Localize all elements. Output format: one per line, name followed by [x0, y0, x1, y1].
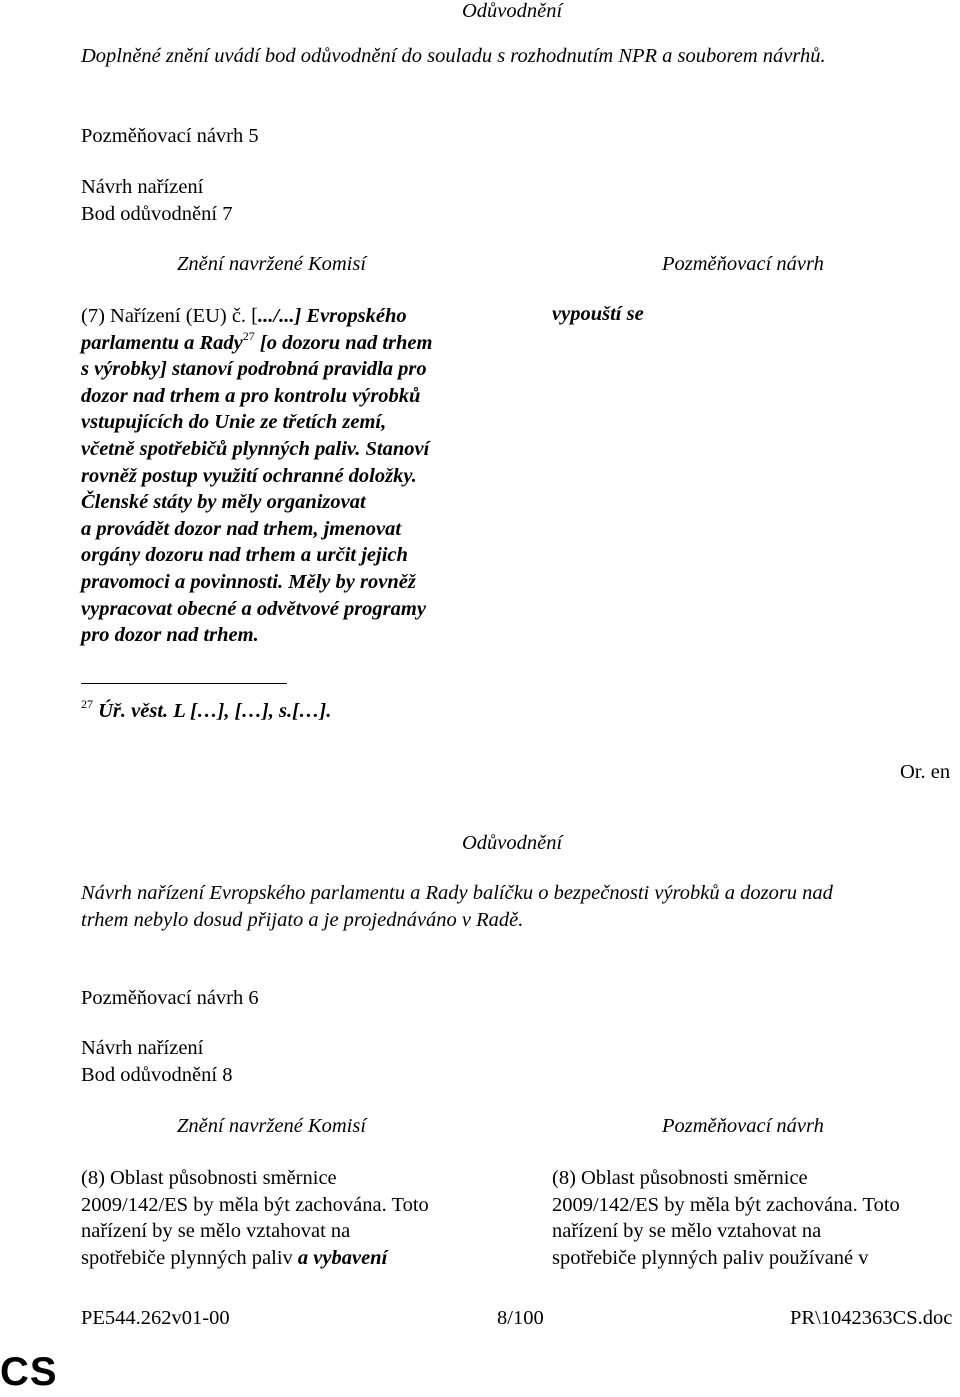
footer-file-name: PR\1042363CS.doc: [790, 1307, 953, 1329]
text-line: (7) Nařízení (EU) č. [.../...] Evropského: [81, 305, 407, 327]
footnote-reference: 27: [242, 328, 255, 343]
footnote-text: Úř. věst. L […], […], s.[…].: [98, 700, 332, 722]
footnote-number: 27: [81, 697, 93, 711]
footnote: [81, 697, 332, 723]
commission-text-column: [81, 1165, 429, 1271]
amended-act: Návrh nařízení: [81, 1037, 204, 1059]
text-line: spotřebiče plynných paliv používané v: [552, 1246, 869, 1269]
footnote-separator: [81, 683, 287, 684]
original-language: Or. en: [900, 761, 951, 783]
justification-text-line: Návrh nařízení Evropského parlamentu a Rady balíčku o bezpečnosti výrobků a dozoru nad: [81, 882, 833, 904]
text-line: dozor nad trhem a pro kontrolu výrobků: [81, 384, 421, 407]
column-header-commission: Znění navržené Komisí: [177, 1115, 367, 1137]
column-header-amendment: Pozměňovací návrh: [662, 1115, 824, 1137]
text-line: rovněž postup využití ochranné doložky.: [81, 464, 417, 487]
amendment-title: Pozměňovací návrh 6: [81, 987, 259, 1009]
justification-text: Doplněné znění uvádí bod odůvodnění do souladu s rozhodnutím NPR a souborem návrhů.: [81, 45, 826, 67]
text-line: pravomoci a povinnosti. Měly by rovněž: [81, 570, 416, 593]
commission-text-column: [81, 303, 432, 649]
amendment-text-deleted: vypouští se: [552, 303, 644, 325]
text-line: Členské státy by měly organizovat: [81, 491, 366, 514]
text-line: pro dozor nad trhem.: [81, 624, 259, 647]
column-header-amendment: Pozměňovací návrh: [662, 253, 824, 275]
footer-doc-ref: PE544.262v01-00: [81, 1307, 230, 1329]
text-line: (8) Oblast působnosti směrnice: [552, 1167, 808, 1189]
text-line: vypracovat obecné a odvětvové programy: [81, 597, 426, 620]
text-line: parlamentu a Rady$^{27}$ [o dozoru nad trhem: [81, 328, 433, 354]
justification-heading: Odůvodnění: [462, 0, 563, 22]
text-line: včetně spotřebičů plynných paliv. Stanoví: [81, 437, 430, 460]
column-header-commission: Znění navržené Komisí: [177, 253, 367, 275]
text-line: spotřebiče plynných paliv a vybavení: [81, 1246, 388, 1269]
text-line: vstupujících do Unie ze třetích zemí,: [81, 411, 387, 434]
amended-act: Návrh nařízení: [81, 176, 204, 198]
recital-number: Bod odůvodnění 8: [81, 1064, 233, 1086]
language-code: CS: [0, 1350, 58, 1394]
text-line: 2009/142/ES by měla být zachována. Toto: [81, 1193, 429, 1216]
amendment-title: Pozměňovací návrh 5: [81, 125, 259, 147]
text-line: nařízení by se mělo vztahovat na: [81, 1220, 351, 1243]
text-line: orgány dozoru nad trhem a určit jejich: [81, 544, 408, 567]
justification-heading: Odůvodnění: [462, 832, 563, 854]
text-line: (8) Oblast působnosti směrnice: [81, 1167, 337, 1189]
recital-number: Bod odůvodnění 7: [81, 203, 233, 225]
footer-page-number: 8/100: [497, 1307, 544, 1329]
text-line: a provádět dozor nad trhem, jmenovat: [81, 517, 402, 540]
justification-text-line: trhem nebylo dosud přijato a je projednáváno v Radě.: [81, 909, 524, 931]
text-line: s výrobky] stanoví podrobná pravidla pro: [81, 358, 427, 381]
amendment-text-column: [552, 1165, 900, 1271]
text-line: nařízení by se mělo vztahovat na: [552, 1220, 822, 1243]
text-line: 2009/142/ES by měla být zachována. Toto: [552, 1193, 900, 1216]
